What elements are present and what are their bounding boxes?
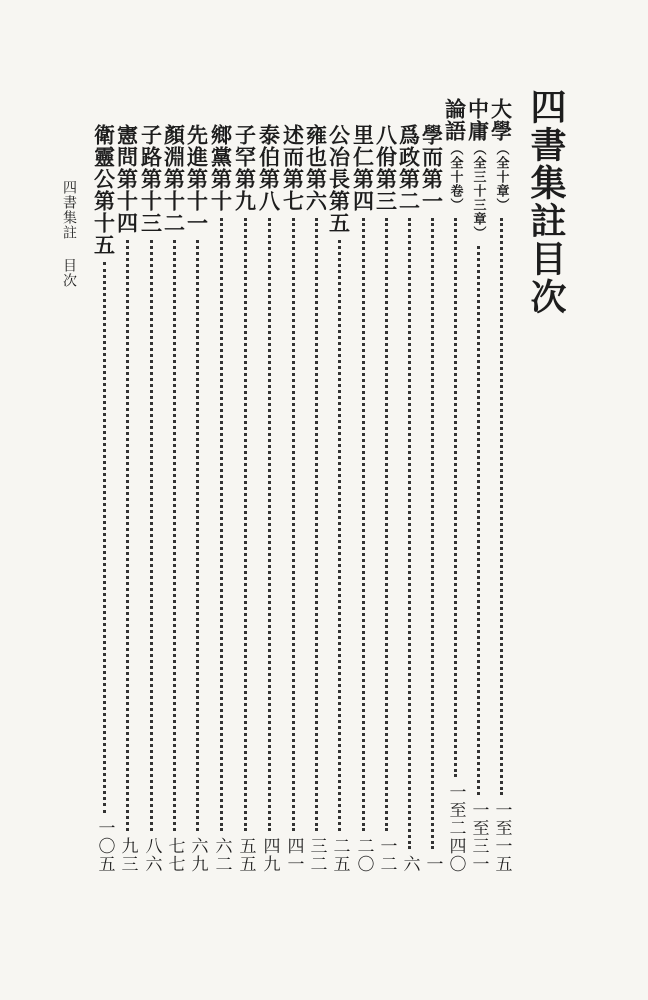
toc-entry xyxy=(163,124,185,873)
page-title: 四書集註目次 xyxy=(525,88,567,316)
entry-note: （全十章） xyxy=(493,142,509,212)
dot-leader xyxy=(408,218,411,849)
toc-page-number: 四九 xyxy=(259,837,280,873)
entry-name: 大學 xyxy=(488,98,514,142)
margin-section-title: 目次 xyxy=(61,258,77,288)
toc-entry xyxy=(398,124,420,873)
entry-name: 學而第一 xyxy=(419,124,445,212)
entry-note: （全十卷） xyxy=(447,142,463,212)
toc-page-number: 一至一五 xyxy=(491,801,512,873)
entry-name: 鄉黨第十 xyxy=(208,124,234,212)
toc-page-number: 五五 xyxy=(235,837,256,873)
entry-name: 子罕第九 xyxy=(232,124,258,212)
toc-entry-title xyxy=(280,124,306,212)
dot-leader xyxy=(150,240,153,831)
dot-leader xyxy=(431,218,434,849)
entry-name: 顏淵第十二 xyxy=(161,124,187,234)
dot-leader xyxy=(126,240,129,831)
dot-leader xyxy=(477,246,480,795)
toc-entry-title xyxy=(232,124,258,212)
dot-leader xyxy=(362,218,365,831)
margin-header xyxy=(62,180,76,288)
entry-note: （全三十三章） xyxy=(470,142,486,240)
toc-page-number: 一二 xyxy=(376,837,397,873)
dot-leader xyxy=(385,218,388,831)
toc-entry xyxy=(375,124,397,873)
toc-entry-title xyxy=(91,124,117,256)
toc-entry xyxy=(210,124,232,873)
toc-page-number: 二五 xyxy=(329,837,350,873)
toc-entry-title xyxy=(138,124,164,234)
entry-name: 論語 xyxy=(442,98,468,142)
toc-page-number: 一〇五 xyxy=(94,819,115,873)
entry-name: 公冶長第五 xyxy=(326,124,352,234)
toc-page-number: 六九 xyxy=(187,837,208,873)
toc-entry-title xyxy=(442,98,468,212)
toc-entry-title xyxy=(184,124,210,234)
toc-page-number: 二〇 xyxy=(353,837,374,873)
toc-entry xyxy=(328,124,350,873)
toc-entry xyxy=(305,124,327,873)
dot-leader xyxy=(244,218,247,831)
toc-entry xyxy=(421,124,443,873)
toc-page-number: 三二 xyxy=(306,837,327,873)
toc-page-number: 九三 xyxy=(117,837,138,873)
toc-entry-title xyxy=(465,98,491,240)
entry-name: 中庸 xyxy=(465,98,491,142)
dot-leader xyxy=(196,240,199,831)
toc-entry-title xyxy=(161,124,187,234)
entry-name: 八佾第三 xyxy=(373,124,399,212)
toc-entry-title xyxy=(373,124,399,212)
toc-entry-title xyxy=(326,124,352,234)
toc-entry xyxy=(116,124,138,873)
margin-book-title: 四書集註 xyxy=(61,180,77,240)
toc-entry-title xyxy=(488,98,514,212)
entry-name: 憲問第十四 xyxy=(114,124,140,234)
toc-entry-title xyxy=(396,124,422,212)
toc-entry-title xyxy=(350,124,376,212)
toc-page-number: 一 xyxy=(422,855,443,873)
entry-name: 衛靈公第十五 xyxy=(91,124,117,256)
toc-entry-title xyxy=(256,124,282,212)
dot-leader xyxy=(173,240,176,831)
dot-leader xyxy=(454,218,457,777)
toc-entry-title xyxy=(114,124,140,234)
entry-name: 泰伯第八 xyxy=(256,124,282,212)
toc-entry xyxy=(490,98,512,873)
entry-name: 雍也第六 xyxy=(303,124,329,212)
entry-name: 先進第十一 xyxy=(184,124,210,234)
toc-entry-title xyxy=(419,124,445,212)
toc-entry xyxy=(467,98,489,873)
dot-leader xyxy=(500,218,503,795)
toc-page-number: 八六 xyxy=(141,837,162,873)
toc-page-number: 六 xyxy=(399,855,420,873)
toc-page-number: 一至三一 xyxy=(468,801,489,873)
toc-entry-title xyxy=(303,124,329,212)
entry-name: 子路第十三 xyxy=(138,124,164,234)
entry-name: 里仁第四 xyxy=(350,124,376,212)
toc-entry xyxy=(186,124,208,873)
toc-entry xyxy=(234,124,256,873)
dot-leader xyxy=(220,218,223,831)
toc-entry xyxy=(140,124,162,873)
toc-entry xyxy=(352,124,374,873)
toc-entry xyxy=(444,98,466,873)
toc-page-number: 四一 xyxy=(283,837,304,873)
toc-page-number: 六二 xyxy=(211,837,232,873)
toc-entry xyxy=(258,124,280,873)
toc-page-number: 七七 xyxy=(164,837,185,873)
toc-entry xyxy=(93,124,115,873)
entry-name: 爲政第二 xyxy=(396,124,422,212)
dot-leader xyxy=(315,218,318,831)
dot-leader xyxy=(103,262,106,813)
dot-leader xyxy=(338,240,341,831)
dot-leader xyxy=(268,218,271,831)
toc-entry xyxy=(282,124,304,873)
dot-leader xyxy=(292,218,295,831)
entry-name: 述而第七 xyxy=(280,124,306,212)
toc-entry-title xyxy=(208,124,234,212)
toc-page-number: 一至二四〇 xyxy=(445,783,466,873)
